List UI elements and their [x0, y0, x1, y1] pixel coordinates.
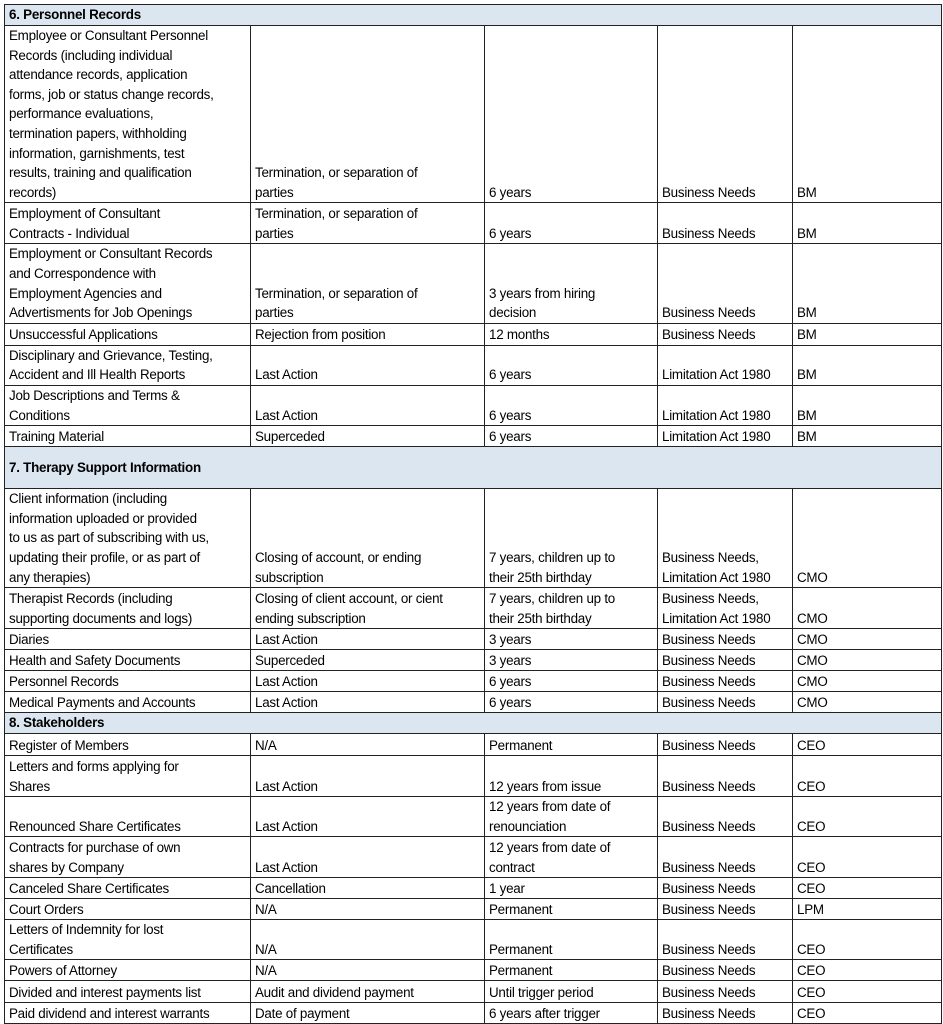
trigger-cell: Last Action: [251, 756, 485, 797]
table-row: [5, 244, 942, 323]
trigger-cell: Last Action: [251, 385, 485, 425]
reason-cell: Business Needs: [658, 650, 793, 671]
reason-cell: Business Needs: [658, 899, 793, 920]
table-row: [5, 203, 942, 244]
record-cell: Disciplinary and Grievance, Testing, Accident and Ill Health Reports: [5, 345, 251, 385]
table-row: [5, 899, 942, 920]
table-row: [5, 345, 942, 385]
period-cell: Permanent: [485, 960, 658, 981]
trigger-cell: Last Action: [251, 692, 485, 713]
trigger-cell: Last Action: [251, 671, 485, 692]
record-cell: Health and Safety Documents: [5, 650, 251, 671]
table-row: [5, 920, 942, 960]
owner-cell: CEO: [793, 734, 942, 756]
trigger-cell: Rejection from position: [251, 323, 485, 345]
period-cell: 7 years, children up to their 25th birthday: [485, 489, 658, 588]
reason-cell: Limitation Act 1980: [658, 385, 793, 425]
reason-cell: Business Needs: [658, 981, 793, 1003]
record-cell: Unsuccessful Applications: [5, 323, 251, 345]
trigger-cell: Termination, or separation of parties: [251, 26, 485, 203]
table-row: [5, 629, 942, 650]
reason-cell: Business Needs: [658, 692, 793, 713]
trigger-cell: Superceded: [251, 426, 485, 447]
trigger-cell: Closing of account, or ending subscription: [251, 489, 485, 588]
record-cell: Renounced Share Certificates: [5, 797, 251, 837]
period-cell: 6 years: [485, 345, 658, 385]
table-row: [5, 671, 942, 692]
table-row: [5, 1003, 942, 1024]
trigger-cell: Termination, or separation of parties: [251, 244, 485, 323]
record-cell: Contracts for purchase of own shares by Company: [5, 837, 251, 878]
period-cell: 7 years, children up to their 25th birthday: [485, 588, 658, 629]
record-cell: Medical Payments and Accounts: [5, 692, 251, 713]
table-row: [5, 734, 942, 756]
owner-cell: BM: [793, 426, 942, 447]
owner-cell: CMO: [793, 588, 942, 629]
reason-cell: Business Needs: [658, 756, 793, 797]
owner-cell: CMO: [793, 489, 942, 588]
owner-cell: CMO: [793, 671, 942, 692]
owner-cell: CEO: [793, 1003, 942, 1024]
owner-cell: CMO: [793, 692, 942, 713]
record-cell: Canceled Share Certificates: [5, 878, 251, 899]
trigger-cell: Superceded: [251, 650, 485, 671]
reason-cell: Business Needs: [658, 203, 793, 244]
table-row: [5, 426, 942, 447]
period-cell: Until trigger period: [485, 981, 658, 1003]
reason-cell: Business Needs: [658, 920, 793, 960]
period-cell: Permanent: [485, 734, 658, 756]
table-row: [5, 26, 942, 203]
owner-cell: BM: [793, 26, 942, 203]
trigger-cell: N/A: [251, 734, 485, 756]
record-cell: Job Descriptions and Terms & Conditions: [5, 385, 251, 425]
trigger-cell: Termination, or separation of parties: [251, 203, 485, 244]
owner-cell: CMO: [793, 650, 942, 671]
record-cell: Powers of Attorney: [5, 960, 251, 981]
table-row: [5, 797, 942, 837]
owner-cell: CEO: [793, 981, 942, 1003]
period-cell: 6 years: [485, 426, 658, 447]
table-row: [5, 588, 942, 629]
reason-cell: Limitation Act 1980: [658, 345, 793, 385]
section-header-row: [5, 713, 942, 734]
table-row: [5, 756, 942, 797]
reason-cell: Business Needs: [658, 734, 793, 756]
record-cell: Therapist Records (including supporting documents and logs): [5, 588, 251, 629]
period-cell: Permanent: [485, 899, 658, 920]
owner-cell: CEO: [793, 837, 942, 878]
period-cell: 12 months: [485, 323, 658, 345]
record-cell: Divided and interest payments list: [5, 981, 251, 1003]
reason-cell: Business Needs: [658, 323, 793, 345]
record-cell: Letters and forms applying for Shares: [5, 756, 251, 797]
trigger-cell: N/A: [251, 899, 485, 920]
section-header-row: [5, 5, 942, 26]
table-row: [5, 981, 942, 1003]
reason-cell: Limitation Act 1980: [658, 426, 793, 447]
period-cell: 6 years: [485, 385, 658, 425]
retention-schedule-table: [4, 4, 942, 1024]
table-row: [5, 385, 942, 425]
section-title: 8. Stakeholders: [5, 713, 942, 734]
record-cell: Court Orders: [5, 899, 251, 920]
record-cell: Employee or Consultant Personnel Records (including individual attendance records, application forms, job or status change records, performance evaluations, termination papers, withholding information, garnishments, test results, training and qualification records): [5, 26, 251, 203]
owner-cell: CEO: [793, 878, 942, 899]
reason-cell: Business Needs: [658, 960, 793, 981]
period-cell: 3 years: [485, 629, 658, 650]
trigger-cell: Last Action: [251, 345, 485, 385]
trigger-cell: Closing of client account, or cient ending subscription: [251, 588, 485, 629]
reason-cell: Business Needs: [658, 629, 793, 650]
record-cell: Employment of Consultant Contracts - Individual: [5, 203, 251, 244]
period-cell: 6 years: [485, 692, 658, 713]
owner-cell: CEO: [793, 797, 942, 837]
period-cell: 12 years from date of contract: [485, 837, 658, 878]
period-cell: 6 years: [485, 26, 658, 203]
owner-cell: CEO: [793, 960, 942, 981]
owner-cell: BM: [793, 385, 942, 425]
section-header-row: [5, 447, 942, 489]
section-title: 6. Personnel Records: [5, 5, 942, 26]
owner-cell: BM: [793, 244, 942, 323]
record-cell: Personnel Records: [5, 671, 251, 692]
reason-cell: Business Needs, Limitation Act 1980: [658, 588, 793, 629]
reason-cell: Business Needs: [658, 1003, 793, 1024]
table-row: [5, 837, 942, 878]
table-row: [5, 960, 942, 981]
record-cell: Letters of Indemnity for lost Certificates: [5, 920, 251, 960]
reason-cell: Business Needs: [658, 837, 793, 878]
reason-cell: Business Needs, Limitation Act 1980: [658, 489, 793, 588]
trigger-cell: N/A: [251, 960, 485, 981]
period-cell: 3 years from hiring decision: [485, 244, 658, 323]
owner-cell: CEO: [793, 756, 942, 797]
section-title: 7. Therapy Support Information: [5, 447, 942, 489]
trigger-cell: Cancellation: [251, 878, 485, 899]
period-cell: Permanent: [485, 920, 658, 960]
owner-cell: CMO: [793, 629, 942, 650]
owner-cell: CEO: [793, 920, 942, 960]
reason-cell: Business Needs: [658, 878, 793, 899]
record-cell: Employment or Consultant Records and Correspondence with Employment Agencies and Advertisments for Job Openings: [5, 244, 251, 323]
table-row: [5, 323, 942, 345]
owner-cell: LPM: [793, 899, 942, 920]
table-row: [5, 692, 942, 713]
period-cell: 6 years after trigger: [485, 1003, 658, 1024]
table-row: [5, 650, 942, 671]
owner-cell: BM: [793, 345, 942, 385]
period-cell: 6 years: [485, 671, 658, 692]
period-cell: 12 years from date of renounciation: [485, 797, 658, 837]
trigger-cell: Date of payment: [251, 1003, 485, 1024]
reason-cell: Business Needs: [658, 244, 793, 323]
trigger-cell: Last Action: [251, 797, 485, 837]
trigger-cell: Last Action: [251, 837, 485, 878]
reason-cell: Business Needs: [658, 26, 793, 203]
record-cell: Training Material: [5, 426, 251, 447]
table-row: [5, 489, 942, 588]
period-cell: 3 years: [485, 650, 658, 671]
record-cell: Client information (including information uploaded or provided to us as part of subscribing with us, updating their profile, or as part of any therapies): [5, 489, 251, 588]
record-cell: Paid dividend and interest warrants: [5, 1003, 251, 1024]
period-cell: 12 years from issue: [485, 756, 658, 797]
trigger-cell: Last Action: [251, 629, 485, 650]
record-cell: Diaries: [5, 629, 251, 650]
owner-cell: BM: [793, 323, 942, 345]
period-cell: 1 year: [485, 878, 658, 899]
table-row: [5, 878, 942, 899]
trigger-cell: Audit and dividend payment: [251, 981, 485, 1003]
trigger-cell: N/A: [251, 920, 485, 960]
reason-cell: Business Needs: [658, 797, 793, 837]
period-cell: 6 years: [485, 203, 658, 244]
record-cell: Register of Members: [5, 734, 251, 756]
owner-cell: BM: [793, 203, 942, 244]
reason-cell: Business Needs: [658, 671, 793, 692]
